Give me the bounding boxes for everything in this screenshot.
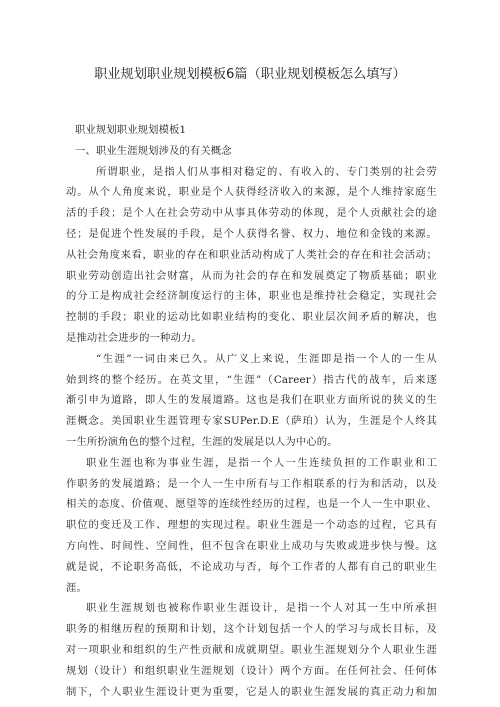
paragraph-line: 规划（设计）和组织职业生涯规划（设计）两个方面。在任何社会、任何体 — [66, 664, 437, 677]
subtitle: 职业规划职业规划模板1 — [75, 124, 187, 136]
paragraph-line: 从社会角度来看，职业的存在和职业活动构成了人类社会的存在和社会活动； — [66, 248, 437, 261]
document-body — [66, 120, 437, 702]
paragraph-line: 一生所扮演角色的整个过程，生涯的发展是以人为中心的。 — [66, 435, 338, 448]
paragraph-line: 活的手段；是个人在社会劳动中从事具体劳动的体现，是个人贡献社会的途 — [66, 207, 437, 220]
paragraph-line: 动。从个人角度来说，职业是个人获得经济收入的来源，是个人维持家庭生 — [66, 186, 437, 199]
paragraph — [66, 453, 437, 599]
paragraph-line: 对一项职业和组织的生产性贡献和成就期望。职业生涯规划分个人职业生涯 — [66, 643, 437, 656]
paragraph-line: 作职务的发展道路；是一个人一生中所有与工作相联系的行为和活动，以及 — [66, 477, 437, 490]
paragraph-line: 职业劳动创造出社会财富，从而为社会的存在和发展奠定了物质基础；职业 — [66, 269, 437, 282]
document-title: 职业规划职业规划模板6篇（职业规划模板怎么填写） — [94, 67, 406, 82]
paragraph-line: 职业生涯规划也被称作职业生涯设计，是指一个人对其一生中所承担 — [86, 602, 437, 615]
paragraph-line: 的分工是构成社会经济制度运行的主体，职业也是维持社会稳定，实现社会 — [66, 290, 437, 303]
paragraph-line: 相关的态度、价值观、愿望等的连续性经历的过程，也是一个人一生中职业、 — [66, 498, 437, 511]
paragraph-line: 制下，个人职业生涯设计更为重要，它是人的职业生涯发展的真正动力和加 — [66, 685, 437, 698]
paragraph-line: 职业生涯也称为事业生涯，是指一个人一生连续负担的工作职业和工 — [86, 456, 437, 469]
paragraph — [66, 349, 437, 453]
paragraph-line: 涯。 — [66, 581, 87, 594]
paragraph-line: 涯概念。美国职业生涯管理专家SUPer.D.E（萨珀）认为，生涯是个人终其 — [66, 415, 437, 428]
section-heading: 一、职业生涯规划涉及的有关概念 — [75, 144, 232, 157]
paragraph-line: 径；是促进个性发展的手段，是个人获得名誉、权力、地位和金钱的来源。 — [66, 227, 437, 240]
paragraph-line: 就是说，不论职务高低，不论成功与否，每个工作者的人都有自己的职业生 — [66, 560, 437, 573]
paragraph-line: 控制的手段；职业的运动比如职业结构的变化、职业层次间矛盾的解决，也 — [66, 311, 437, 324]
paragraph — [66, 162, 437, 349]
paragraph-line: 是推动社会进步的一种动力。 — [66, 331, 202, 344]
paragraph-line: 职务的相继历程的预期和计划，这个计划包括一个人的学习与成长目标，及 — [66, 623, 437, 636]
paragraph-line: 始到终的整个经历。在英文里，“生涯”（Career）指古代的战车，后来逐 — [66, 373, 437, 386]
paragraph-line: “生涯”一词由来已久。从广义上来说，生涯即是指一个人的一生从 — [96, 352, 437, 365]
paragraph-line: 所谓职业，是指人们从事相对稳定的、有收入的、专门类别的社会劳 — [96, 165, 437, 178]
paragraph-line: 职位的变迁及工作、理想的实现过程。职业生涯是一个动态的过程，它具有 — [66, 519, 437, 532]
paragraph-line: 渐引申为道路，即人生的发展道路。这也是我们在职业方面所说的狭义的生 — [66, 394, 437, 407]
paragraph — [66, 598, 437, 702]
paragraph-line: 方向性、时间性、空间性，但不包含在职业上成功与失败或进步快与慢。这 — [66, 539, 437, 552]
